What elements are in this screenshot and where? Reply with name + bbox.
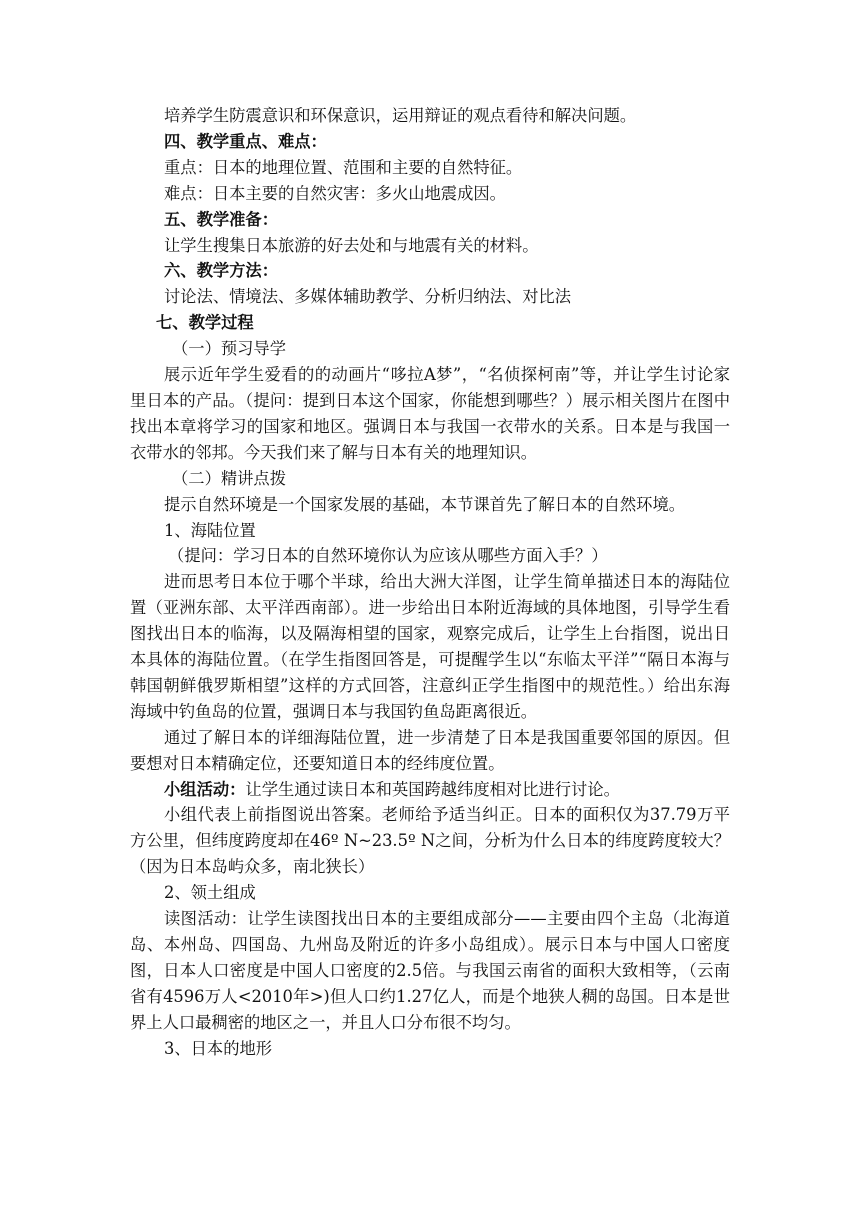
- section5-heading: 五、教学准备：: [164, 209, 278, 229]
- item1-paragraph-1: 进而思考日本位于哪个半球，给出大洲大洋图，让学生简单描述日本的海陆位置（亚洲东部、太平洋西南部）。进一步给出日本附近海域的具体地图，引导学生看图找出日本的临海，以及隔海相望的国家，观察完成后，让学生上台指图，说出日本具体的海陆位置。（在学生指图回答是，可提醒学生以“东临太平洋”“隔日本海与韩国朝鲜俄罗斯相望”这样的方式回答，注意纠正学生指图中的规范性。）给出东海海域中钓鱼岛的位置，强调日本与我国钓鱼岛距离很近。: [130, 572, 730, 721]
- item2-paragraph: 读图活动：让学生读图找出日本的主要组成部分——主要由四个主岛（北海道岛、本州岛、四国岛、九州岛及附近的许多小岛组成）。展示日本与中国人口密度图，日本人口密度是中国人口密度的2.5倍。与我国云南省的面积大致相等，（云南省有4596万人<2010年>)但人口约1.27亿人，而是个地狭人稠的岛国。日本是世界上人口最稠密的地区之一，并且人口分布很不均匀。: [130, 909, 730, 1032]
- group-activity-text: 让学生通过读日本和英国跨越纬度相对比进行讨论。: [245, 779, 620, 799]
- document-body: [130, 103, 730, 1062]
- methods-text: 讨论法、情境法、多媒体辅助教学、分析归纳法、对比法: [164, 287, 572, 307]
- part2-heading: （二）精讲点拨: [172, 468, 286, 488]
- section7-heading: 七、教学过程: [156, 313, 254, 333]
- item1-question: （提问：学习日本的自然环境你认为应该从哪些方面入手？）: [168, 546, 608, 566]
- group-activity-label: 小组活动：: [164, 779, 246, 799]
- item1-heading: 1、海陆位置: [164, 520, 256, 540]
- item3-heading: 3、日本的地形: [164, 1038, 273, 1058]
- section6-heading: 六、教学方法：: [164, 261, 278, 281]
- section4-heading: 四、教学重点、难点：: [164, 131, 327, 151]
- part1-paragraph: 展示近年学生爱看的的动画片“哆拉A梦”，“名侦探柯南”等，并让学生讨论家里日本的产品。（提问：提到日本这个国家，你能想到哪些？）展示相关图片在图中找出本章将学习的国家和地区。强调日本与我国一衣带水的关系。日本是与我国一衣带水的邻邦。今天我们来了解与日本有关的地理知识。: [130, 365, 730, 462]
- item1-paragraph-3: 小组代表上前指图说出答案。老师给予适当纠正。日本的面积仅为37.79万平方公里，但纬度跨度却在46º N~23.5º N之间，分析为什么日本的纬度跨度较大？（因为日本岛屿众多，南北狭长）: [130, 805, 730, 877]
- intro-line: 培养学生防震意识和环保意识，运用辩证的观点看待和解决问题。: [164, 106, 637, 125]
- item1-paragraph-2: 通过了解日本的详细海陆位置，进一步清楚了日本是我国重要邻国的原因。但要想对日本精确定位，还要知道日本的经纬度位置。: [130, 727, 730, 773]
- difficult-point: 难点：日本主要的自然灾害：多火山地震成因。: [164, 183, 506, 203]
- part1-heading: （一）预习导学: [172, 339, 286, 359]
- key-point: 重点：日本的地理位置、范围和主要的自然特征。: [164, 157, 523, 177]
- group-activity: [130, 777, 730, 803]
- part2-intro: 提示自然环境是一个国家发展的基础，本节课首先了解日本的自然环境。: [164, 494, 686, 514]
- preparation-text: 让学生搜集日本旅游的好去处和与地震有关的材料。: [164, 235, 539, 255]
- item2-heading: 2、领土组成: [164, 883, 256, 903]
